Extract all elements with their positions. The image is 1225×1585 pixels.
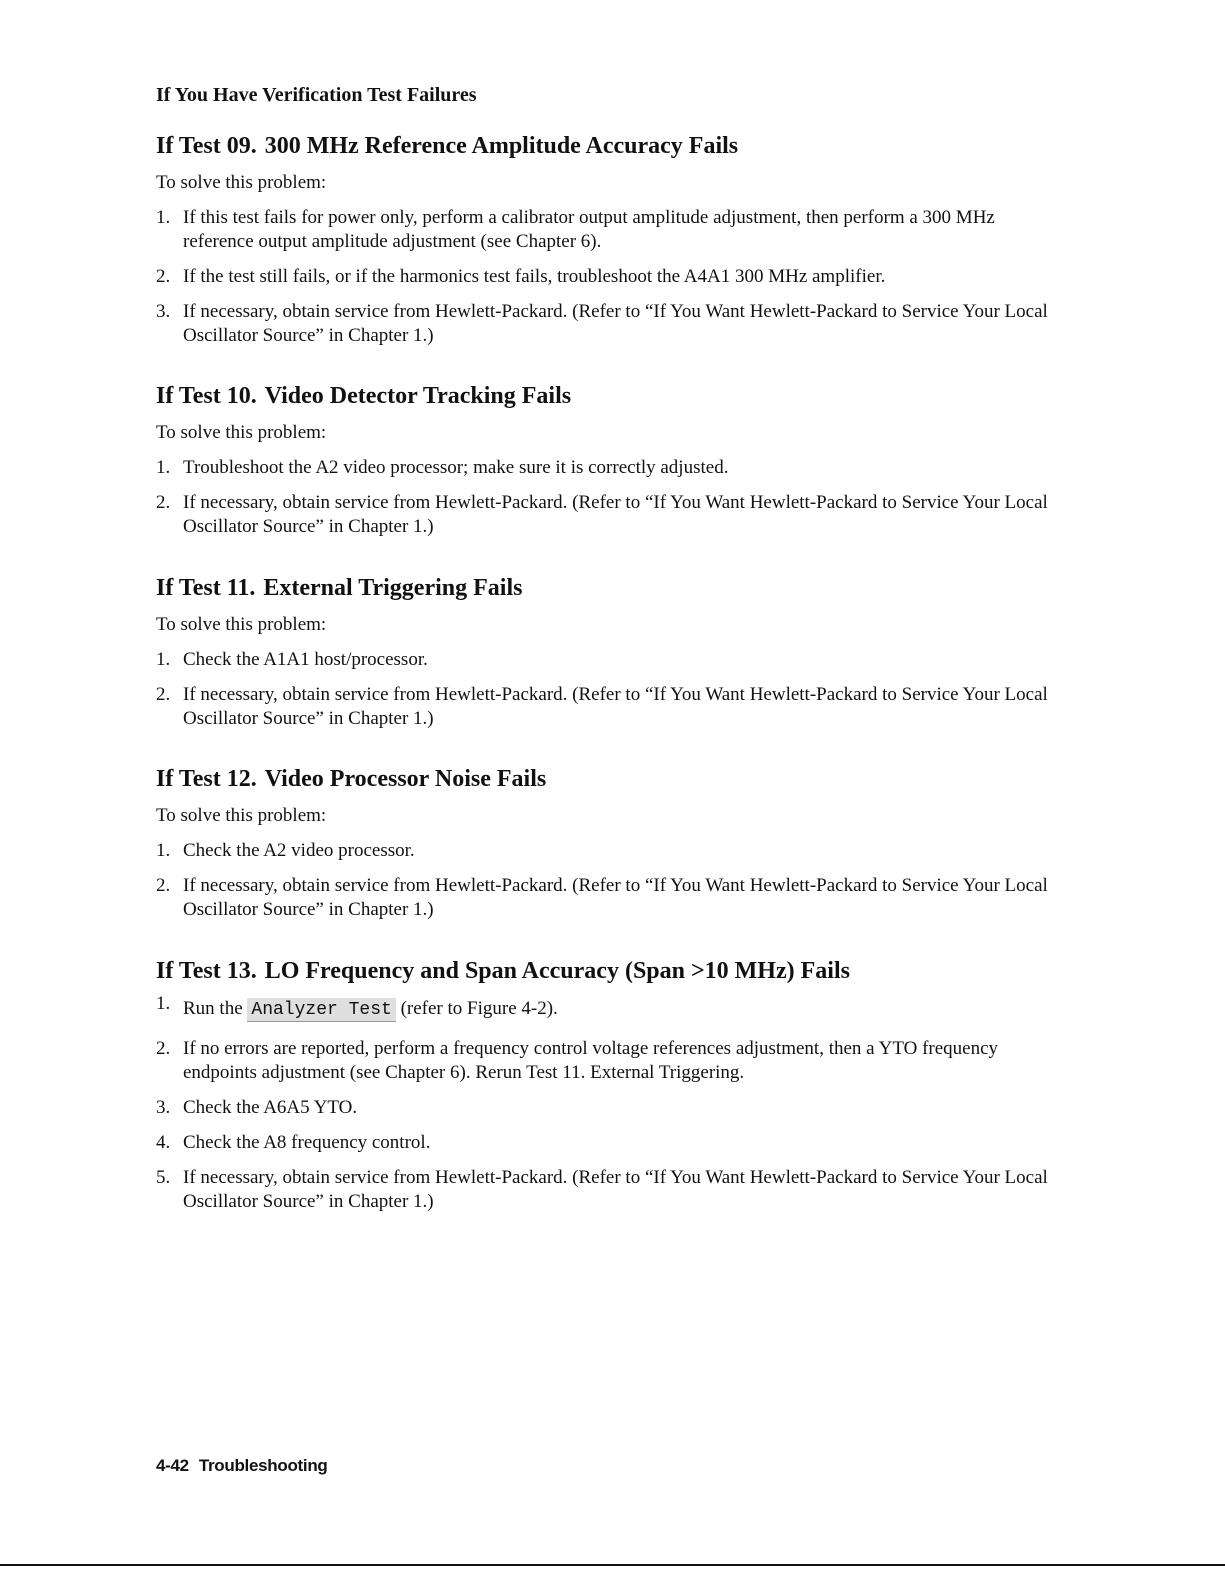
step-number: 1. (156, 840, 171, 861)
test-number: If Test 09. (156, 133, 257, 159)
step-text: Check the A8 frequency control. (183, 1132, 431, 1153)
step-number: 2. (156, 1038, 171, 1059)
step-number: 4. (156, 1132, 171, 1153)
test-title: Video Detector Tracking Fails (264, 383, 572, 409)
list-item (156, 491, 1056, 539)
analyzer-test-softkey[interactable]: Analyzer Test (247, 998, 395, 1022)
intro-text: To solve this problem: (156, 422, 327, 443)
page-footer (156, 1456, 327, 1476)
step-number: 1. (156, 207, 171, 228)
list-item (156, 874, 1056, 922)
list-item (156, 648, 1056, 672)
section-heading (156, 764, 1056, 794)
step-number: 1. (156, 993, 171, 1014)
list-item (156, 1131, 1056, 1155)
step-text: If no errors are reported, perform a frequency control voltage references adjustment, then a YTO frequency endpoints adjustment (see Chapter 6). Rerun Test 11. External Triggering. (183, 1038, 999, 1083)
section-test-09 (156, 131, 1056, 348)
page-number: 4-42 (156, 1456, 189, 1475)
chapter-name: Troubleshooting (198, 1456, 328, 1475)
step-text: If necessary, obtain service from Hewlett-Packard. (Refer to “If You Want Hewlett-Packard to Service Your Local Oscillator Source” in Chapter 1.) (183, 1167, 1048, 1212)
test-number: If Test 10. (156, 383, 257, 409)
list-item (156, 683, 1056, 731)
test-number: If Test 11. (156, 575, 256, 601)
section-heading (156, 573, 1056, 603)
step-text: Check the A2 video processor. (183, 840, 415, 861)
step-number: 5. (156, 1167, 171, 1188)
list-item (156, 456, 1056, 480)
step-number: 1. (156, 649, 171, 670)
list-item (156, 206, 1056, 254)
list-item (156, 839, 1056, 863)
running-header: If You Have Verification Test Failures (156, 84, 477, 106)
step-number: 2. (156, 875, 171, 896)
step-text: Troubleshoot the A2 video processor; make sure it is correctly adjusted. (183, 457, 729, 478)
test-title: 300 MHz Reference Amplitude Accuracy Fails (264, 133, 739, 159)
step-number: 2. (156, 684, 171, 705)
section-test-13 (156, 956, 1056, 1214)
intro-text: To solve this problem: (156, 614, 327, 635)
list-item (156, 1096, 1056, 1120)
step-number: 2. (156, 492, 171, 513)
list-item (156, 1166, 1056, 1214)
list-item (156, 300, 1056, 348)
steps-list (156, 993, 1056, 1214)
section-test-12 (156, 764, 1056, 922)
step-number: 1. (156, 457, 171, 478)
list-item (156, 265, 1056, 289)
step-number: 3. (156, 301, 171, 322)
step-text: (refer to Figure 4-2). (400, 998, 558, 1019)
step-number: 3. (156, 1097, 171, 1118)
step-text: Check the A1A1 host/processor. (183, 649, 428, 670)
step-number: 2. (156, 266, 171, 287)
step-text: If necessary, obtain service from Hewlett-Packard. (Refer to “If You Want Hewlett-Packard to Service Your Local Oscillator Source” in Chapter 1.) (183, 492, 1048, 537)
section-heading (156, 956, 1056, 986)
test-number: If Test 12. (156, 766, 257, 792)
intro-text: To solve this problem: (156, 172, 327, 193)
step-text: If necessary, obtain service from Hewlett-Packard. (Refer to “If You Want Hewlett-Packard to Service Your Local Oscillator Source” in Chapter 1.) (183, 684, 1048, 729)
list-item (156, 1037, 1056, 1085)
step-text: If the test still fails, or if the harmonics test fails, troubleshoot the A4A1 300 MHz amplifier. (183, 266, 886, 287)
step-text: If necessary, obtain service from Hewlett-Packard. (Refer to “If You Want Hewlett-Packard to Service Your Local Oscillator Source” in Chapter 1.) (183, 301, 1048, 346)
steps-list (156, 648, 1056, 731)
step-text: If this test fails for power only, perform a calibrator output amplitude adjustment, then perform a 300 MHz reference output amplitude adjustment (see Chapter 6). (183, 207, 995, 252)
section-test-11 (156, 573, 1056, 731)
test-title: LO Frequency and Span Accuracy (Span >10 MHz) Fails (264, 958, 850, 984)
test-title: Video Processor Noise Fails (264, 766, 547, 792)
section-test-10 (156, 381, 1056, 539)
intro-text: To solve this problem: (156, 805, 327, 826)
steps-list (156, 456, 1056, 539)
step-text: Run the (183, 998, 243, 1019)
steps-list (156, 206, 1056, 348)
list-item (156, 993, 1056, 1022)
section-heading (156, 381, 1056, 411)
step-text: If necessary, obtain service from Hewlett-Packard. (Refer to “If You Want Hewlett-Packard to Service Your Local Oscillator Source” in Chapter 1.) (183, 875, 1048, 920)
test-number: If Test 13. (156, 958, 257, 984)
section-heading (156, 131, 1056, 161)
bottom-rule (0, 1564, 1225, 1566)
test-title: External Triggering Fails (263, 575, 523, 601)
step-text: Check the A6A5 YTO. (183, 1097, 358, 1118)
steps-list (156, 839, 1056, 922)
